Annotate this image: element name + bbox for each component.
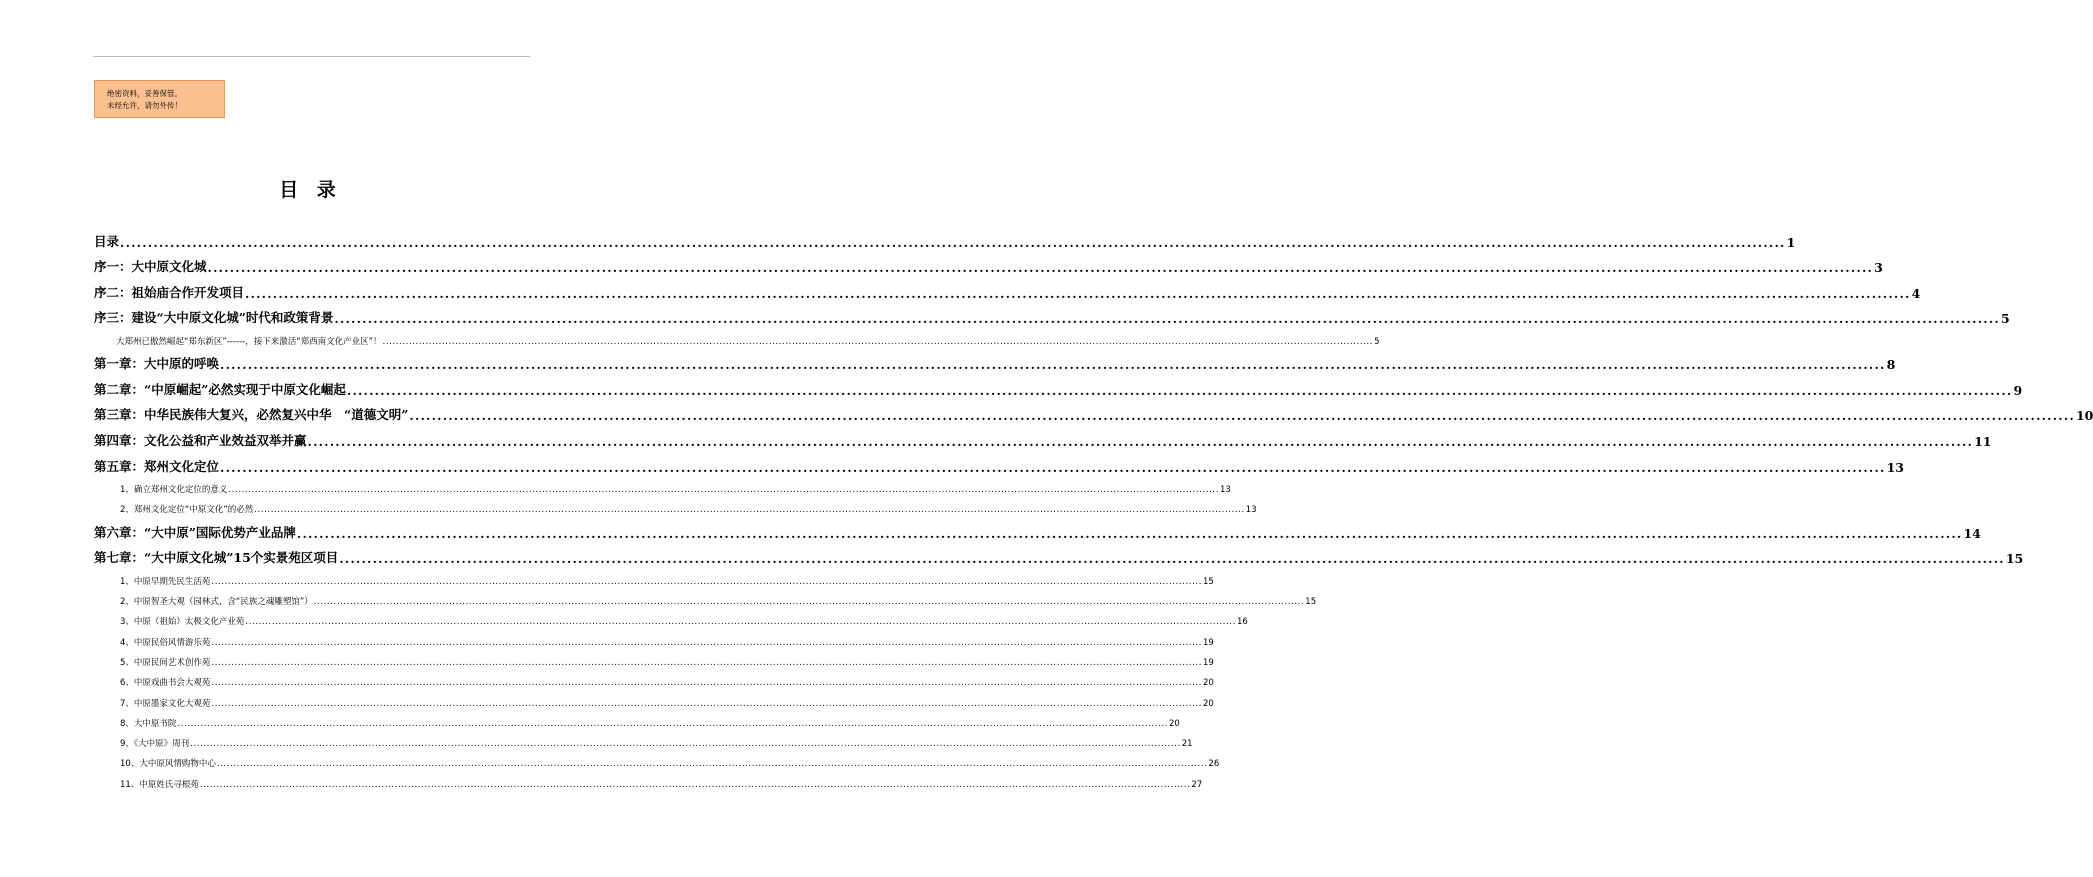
toc-entry[interactable] bbox=[94, 668, 1214, 689]
toc-entry-page: 4 bbox=[1911, 285, 1921, 301]
toc-entry-label: 大郑州已傲然崛起“郑东新区”------，接下来激活“郑西南文化产业区”！ bbox=[116, 336, 382, 347]
toc-leader-dots: ............................................................................................................................................................................................................................................................................................................ bbox=[211, 576, 1202, 587]
toc-title: 目 录 bbox=[279, 179, 342, 201]
table-of-contents bbox=[94, 224, 2093, 790]
toc-leader-dots: ............................................................................................................................................................................................................................................................................................................ bbox=[207, 260, 1874, 276]
toc-entry-label: 第二章：“中原崛起”必然实现于中原文化崛起 bbox=[94, 381, 346, 397]
toc-entry-page: 26 bbox=[1208, 759, 1220, 770]
toc-entry-label: 10、大中原风情购物中心 bbox=[120, 759, 216, 770]
toc-entry-page: 20 bbox=[1169, 718, 1180, 729]
toc-entry-page: 14 bbox=[1963, 525, 1981, 541]
toc-leader-dots: ............................................................................................................................................................................................................................................................................................................ bbox=[296, 525, 1963, 541]
toc-entry[interactable] bbox=[94, 729, 1193, 750]
toc-leader-dots: ............................................................................................................................................................................................................................................................................................................ bbox=[313, 597, 1305, 608]
toc-entry-page: 19 bbox=[1203, 637, 1214, 648]
toc-leader-dots: ............................................................................................................................................................................................................................................................................................................ bbox=[220, 459, 1886, 475]
toc-entry[interactable] bbox=[94, 515, 1981, 541]
toc-entry-label: 第三章：中华民族伟大复兴，必然复兴中华 “道德文明” bbox=[94, 407, 409, 423]
toc-entry[interactable] bbox=[94, 587, 1317, 608]
toc-entry-label: 5、中原民间艺术创作苑 bbox=[120, 657, 211, 668]
toc-leader-dots: ............................................................................................................................................................................................................................................................................................................ bbox=[211, 657, 1202, 668]
toc-leader-dots: ............................................................................................................................................................................................................................................................................................................ bbox=[190, 739, 1181, 750]
toc-entry[interactable] bbox=[94, 275, 1921, 301]
toc-entry-page: 11 bbox=[1974, 434, 1992, 450]
toc-leader-dots: ............................................................................................................................................................................................................................................................................................................ bbox=[211, 637, 1202, 648]
toc-entry-page: 1 bbox=[1786, 234, 1796, 250]
toc-leader-dots: ............................................................................................................................................................................................................................................................................................................ bbox=[211, 678, 1202, 689]
toc-entry[interactable] bbox=[94, 769, 1203, 790]
toc-entry-page: 15 bbox=[1203, 576, 1214, 587]
toc-entry-label: 1、确立郑州文化定位的意义 bbox=[120, 484, 228, 495]
toc-entry-label: 目录 bbox=[94, 233, 120, 249]
toc-entry[interactable] bbox=[94, 566, 1214, 587]
toc-entry-label: 8、大中原书院 bbox=[120, 718, 177, 729]
toc-entry-page: 5 bbox=[2000, 311, 2010, 327]
toc-entry[interactable] bbox=[94, 749, 1220, 770]
toc-entry-page: 3 bbox=[1874, 260, 1883, 276]
toc-leader-dots: ............................................................................................................................................................................................................................................................................................................ bbox=[346, 382, 2013, 398]
toc-entry[interactable] bbox=[94, 372, 2023, 398]
toc-entry-label: 第六章：“大中原”国际优势产业品牌 bbox=[94, 524, 296, 540]
toc-entry[interactable] bbox=[94, 449, 1904, 475]
toc-entry-label: 6、中原戏曲书会大观苑 bbox=[120, 678, 211, 689]
toc-entry[interactable] bbox=[94, 475, 1231, 495]
toc-entry-label: 第五章：郑州文化定位 bbox=[94, 458, 220, 474]
toc-entry-page: 15 bbox=[2005, 551, 2024, 567]
toc-entry-label: 1、中原早期先民生活苑 bbox=[120, 576, 211, 587]
toc-entry-label: 4、中原民俗风情游乐苑 bbox=[120, 637, 211, 648]
toc-entry-label: 3、中原（祖始）太极文化产业苑 bbox=[120, 617, 245, 628]
toc-leader-dots: ............................................................................................................................................................................................................................................................................................................ bbox=[254, 505, 1245, 516]
toc-leader-dots: ............................................................................................................................................................................................................................................................................................................ bbox=[199, 779, 1191, 790]
toc-leader-dots: ............................................................................................................................................................................................................................................................................................................ bbox=[382, 336, 1374, 347]
toc-entry[interactable] bbox=[94, 607, 1248, 628]
notice-line-2: 未经允许，请勿外传！ bbox=[107, 101, 182, 110]
toc-entry-page: 21 bbox=[1181, 739, 1193, 750]
toc-leader-dots: ............................................................................................................................................................................................................................................................................................................ bbox=[409, 408, 2075, 424]
toc-entry-page: 8 bbox=[1886, 357, 1896, 373]
toc-entry[interactable] bbox=[94, 398, 2093, 424]
toc-entry-page: 9 bbox=[2013, 382, 2023, 398]
toc-leader-dots: ............................................................................................................................................................................................................................................................................................................ bbox=[245, 285, 1911, 301]
toc-leader-dots: ............................................................................................................................................................................................................................................................................................................ bbox=[216, 759, 1208, 770]
toc-entry-label: 序二：祖始庙合作开发项目 bbox=[94, 284, 245, 300]
toc-entry-label: 9、《大中原》周刊 bbox=[120, 739, 190, 750]
toc-leader-dots: ............................................................................................................................................................................................................................................................................................................ bbox=[339, 551, 2005, 567]
toc-leader-dots: ............................................................................................................................................................................................................................................................................................................ bbox=[220, 357, 1886, 373]
toc-entry[interactable] bbox=[94, 250, 1883, 276]
toc-entry[interactable] bbox=[94, 224, 1796, 250]
toc-entry-page: 19 bbox=[1203, 657, 1214, 668]
confidential-notice bbox=[94, 80, 225, 118]
toc-leader-dots: ............................................................................................................................................................................................................................................................................................................ bbox=[211, 698, 1202, 709]
toc-entry-page: 16 bbox=[1237, 617, 1248, 628]
toc-entry-label: 7、中原墨家文化大观苑 bbox=[120, 698, 211, 709]
toc-entry[interactable] bbox=[94, 423, 1992, 450]
toc-entry-label: 11、中原姓氏寻根苑 bbox=[120, 779, 199, 790]
toc-entry-label: 序一：大中原文化城 bbox=[94, 259, 207, 275]
toc-entry-page: 13 bbox=[1245, 505, 1257, 516]
toc-entry-page: 13 bbox=[1886, 459, 1904, 475]
toc-leader-dots: ............................................................................................................................................................................................................................................................................................................ bbox=[307, 434, 1974, 450]
toc-entry-page: 13 bbox=[1220, 484, 1231, 495]
toc-entry[interactable] bbox=[94, 326, 1380, 347]
header-rule bbox=[93, 56, 530, 57]
toc-entry[interactable] bbox=[94, 627, 1214, 648]
toc-entry[interactable] bbox=[94, 495, 1257, 516]
toc-entry[interactable] bbox=[94, 301, 2010, 327]
toc-entry-page: 15 bbox=[1305, 597, 1317, 608]
toc-entry[interactable] bbox=[94, 688, 1214, 709]
toc-leader-dots: ............................................................................................................................................................................................................................................................................................................ bbox=[177, 718, 1168, 729]
toc-entry-page: 20 bbox=[1203, 698, 1214, 709]
toc-entry-page: 27 bbox=[1191, 779, 1203, 790]
toc-entry-page: 20 bbox=[1203, 678, 1214, 689]
toc-entry-label: 序三：建设“大中原文化城”时代和政策背景 bbox=[94, 310, 334, 326]
toc-entry-label: 第一章：大中原的呼唤 bbox=[94, 356, 220, 372]
toc-entry-label: 2、中原智圣大观（园林式，含“民族之魂雕塑馆”） bbox=[120, 597, 313, 608]
toc-entry[interactable] bbox=[94, 648, 1214, 668]
toc-entry-page: 5 bbox=[1374, 336, 1380, 347]
toc-entry-label: 第四章：文化公益和产业效益双举并赢 bbox=[94, 433, 307, 449]
notice-line-1: 绝密资料，妥善保管。 bbox=[107, 89, 182, 98]
toc-entry-label: 第七章：“大中原文化城”15个实景苑区项目 bbox=[94, 550, 339, 566]
toc-leader-dots: ............................................................................................................................................................................................................................................................................................................ bbox=[228, 484, 1219, 495]
toc-leader-dots: ............................................................................................................................................................................................................................................................................................................ bbox=[120, 234, 1786, 250]
toc-entry-label: 2、郑州文化定位“中原文化”的必然 bbox=[120, 505, 254, 516]
toc-leader-dots: ............................................................................................................................................................................................................................................................................................................ bbox=[334, 311, 2000, 327]
toc-leader-dots: ............................................................................................................................................................................................................................................................................................................ bbox=[245, 617, 1236, 628]
toc-entry[interactable] bbox=[94, 541, 2024, 567]
toc-entry[interactable] bbox=[94, 709, 1180, 729]
toc-entry-page: 10 bbox=[2075, 408, 2093, 424]
toc-entry[interactable] bbox=[94, 347, 1896, 373]
